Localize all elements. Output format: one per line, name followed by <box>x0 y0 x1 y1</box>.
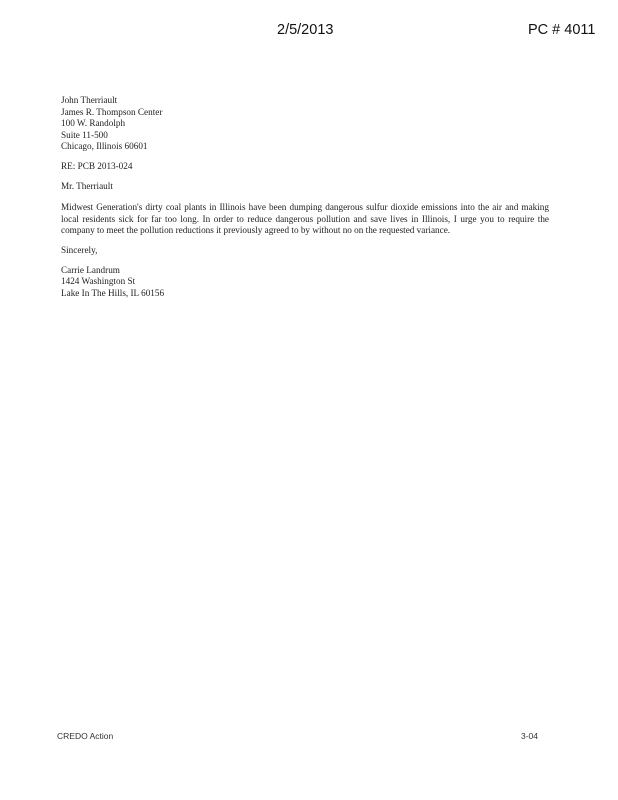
recipient-address <box>61 95 549 153</box>
sender-street: 1424 Washington St <box>61 276 136 287</box>
subject-line: RE: PCB 2013-024 <box>61 160 133 171</box>
recipient-building: James R. Thompson Center <box>61 106 163 117</box>
sender-name: Carrie Landrum <box>61 264 120 275</box>
letter-body <box>61 95 549 299</box>
pc-number-stamp: PC # 4011 <box>528 22 596 38</box>
recipient-suite: Suite 11-500 <box>61 129 108 140</box>
recipient-name: John Therriault <box>61 95 118 105</box>
recipient-street: 100 W. Randolph <box>61 118 126 129</box>
salutation: Mr. Therriault <box>61 180 113 191</box>
footer-source: CREDO Action <box>57 731 114 741</box>
closing: Sincerely, <box>61 244 98 255</box>
sender-address <box>61 265 549 300</box>
sender-city: Lake In The Hills, IL 60156 <box>61 287 165 298</box>
received-date-stamp: 2/5/2013 <box>277 22 334 38</box>
recipient-city: Chicago, Illinois 60601 <box>61 141 148 152</box>
body-paragraph: Midwest Generation's dirty coal plants in Illinois have been dumping dangerous sulfur dioxide emissions into the air and making local residents sick for far too long. In order to reduce dangerous pollution and save lives in Illinois, I urge you to require the company to meet the pollution reductions it previously agreed to by without no on the requested variance. <box>61 202 549 236</box>
footer-page-number: 3-04 <box>521 731 539 741</box>
